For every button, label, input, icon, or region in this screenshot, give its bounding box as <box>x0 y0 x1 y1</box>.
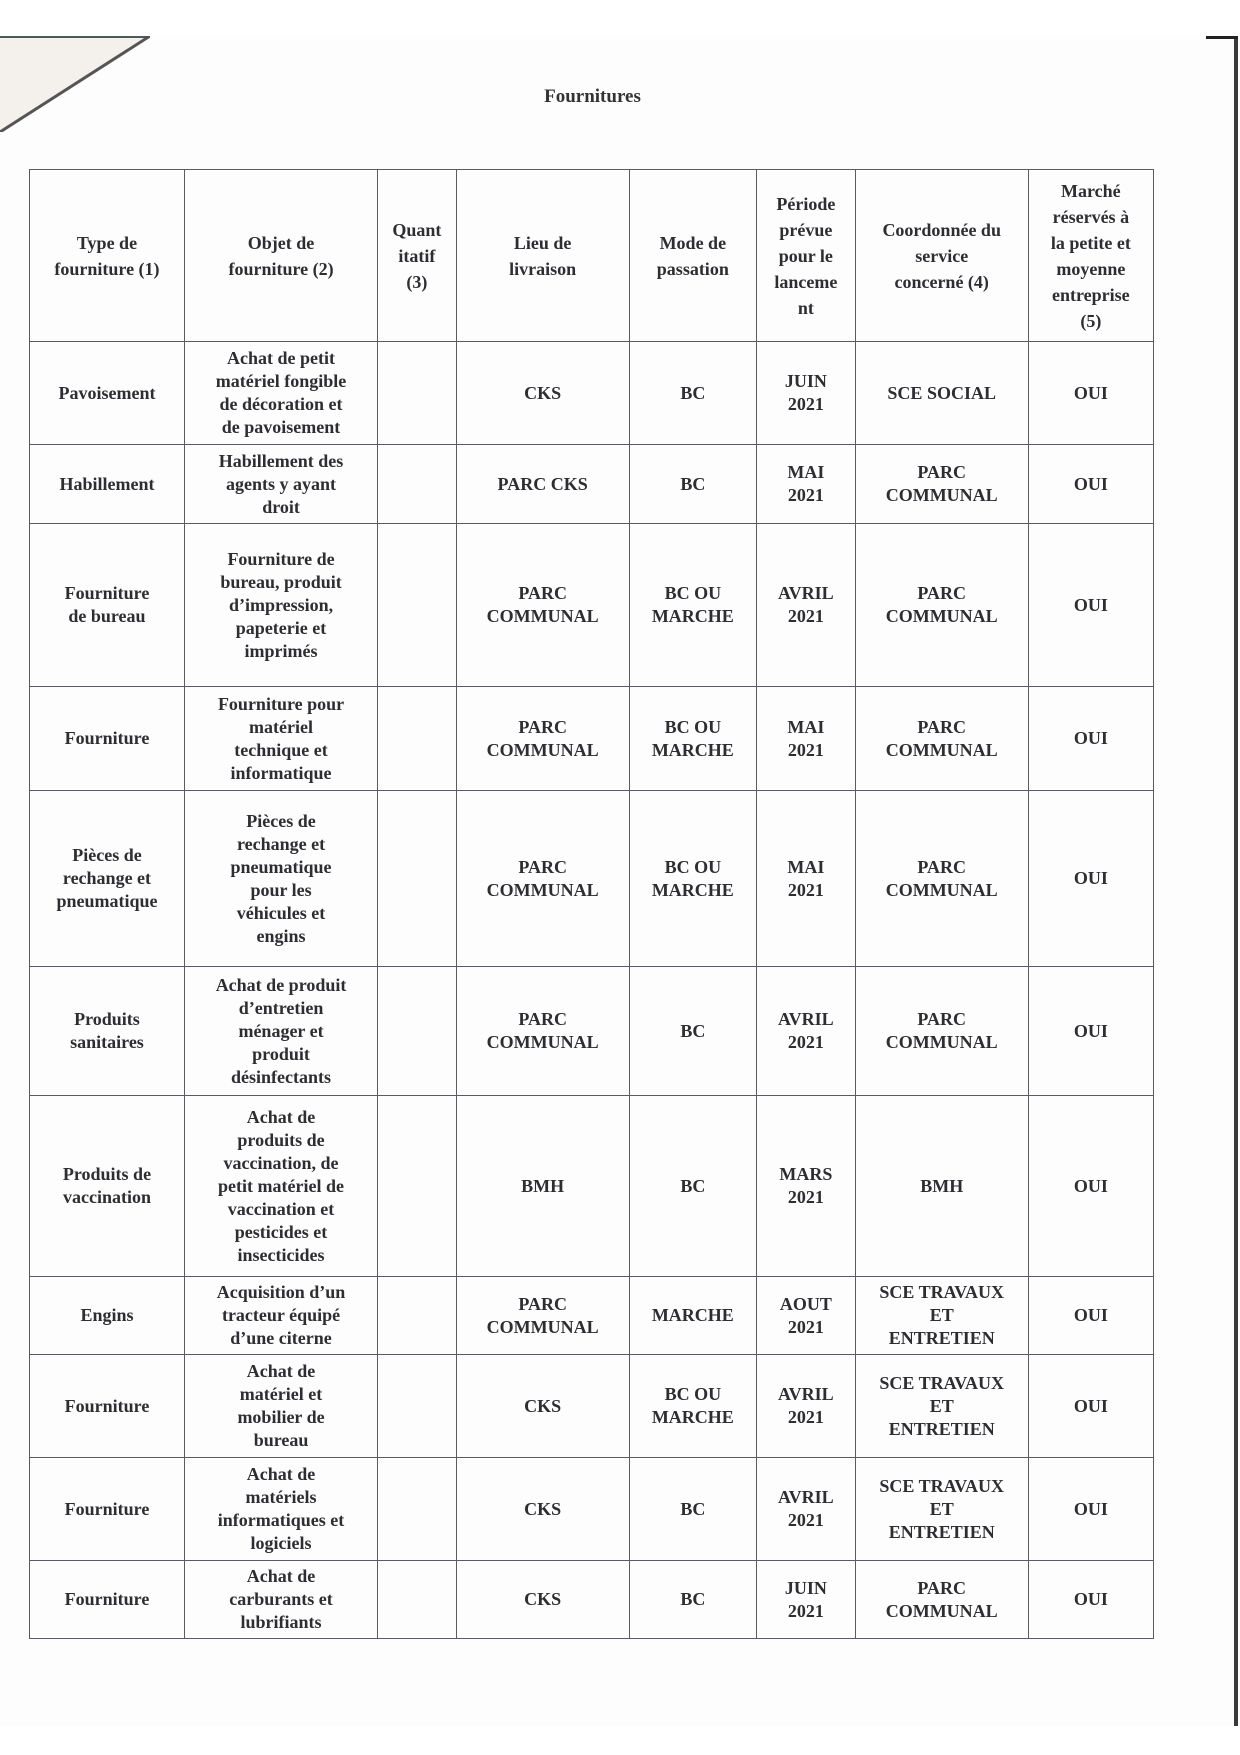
table-row <box>30 445 1154 524</box>
cell-lieu: PARC COMMUNAL <box>456 524 629 687</box>
cell-service: SCE TRAVAUX ET ENTRETIEN <box>855 1277 1028 1355</box>
cell-pme: OUI <box>1028 1561 1153 1639</box>
cell-type: Fourniture <box>30 687 185 791</box>
cell-lieu: CKS <box>456 342 629 445</box>
header-type: Type de fourniture (1) <box>30 170 185 342</box>
cell-objet: Acquisition d’un tracteur équipé d’une citerne <box>184 1277 377 1355</box>
cell-type: Produits de vaccination <box>30 1096 185 1277</box>
cell-objet: Achat de carburants et lubrifiants <box>184 1561 377 1639</box>
cell-service: SCE TRAVAUX ET ENTRETIEN <box>855 1355 1028 1458</box>
cell-mode: BC OU MARCHE <box>629 687 756 791</box>
cell-lieu: PARC COMMUNAL <box>456 967 629 1096</box>
header-lieu: Lieu de livraison <box>456 170 629 342</box>
cell-lieu: PARC CKS <box>456 445 629 524</box>
cell-mode: BC <box>629 1458 756 1561</box>
cell-objet: Achat de matériel et mobilier de bureau <box>184 1355 377 1458</box>
cell-type: Pièces de rechange et pneumatique <box>30 791 185 967</box>
cell-pme: OUI <box>1028 791 1153 967</box>
cell-pme: OUI <box>1028 342 1153 445</box>
cell-mode: BC OU MARCHE <box>629 1355 756 1458</box>
cell-service: BMH <box>855 1096 1028 1277</box>
table-row <box>30 342 1154 445</box>
cell-periode: AVRIL 2021 <box>757 1458 856 1561</box>
cell-service: PARC COMMUNAL <box>855 687 1028 791</box>
table-row <box>30 1096 1154 1277</box>
cell-lieu: CKS <box>456 1355 629 1458</box>
cell-mode: BC <box>629 1561 756 1639</box>
cell-objet: Habillement des agents y ayant droit <box>184 445 377 524</box>
cell-type: Fourniture <box>30 1355 185 1458</box>
cell-quantitatif <box>378 791 457 967</box>
page-edge-corner <box>1206 36 1238 39</box>
cell-quantitatif <box>378 1458 457 1561</box>
supplies-table <box>29 169 1154 1639</box>
cell-mode: BC OU MARCHE <box>629 524 756 687</box>
cell-lieu: CKS <box>456 1561 629 1639</box>
table-header-row <box>30 170 1154 342</box>
table-row <box>30 524 1154 687</box>
cell-service: PARC COMMUNAL <box>855 791 1028 967</box>
cell-objet: Achat de petit matériel fongible de décoration et de pavoisement <box>184 342 377 445</box>
cell-periode: JUIN 2021 <box>757 1561 856 1639</box>
cell-quantitatif <box>378 1277 457 1355</box>
cell-pme: OUI <box>1028 1096 1153 1277</box>
cell-service: PARC COMMUNAL <box>855 524 1028 687</box>
cell-type: Pavoisement <box>30 342 185 445</box>
table-row <box>30 791 1154 967</box>
cell-periode: AVRIL 2021 <box>757 524 856 687</box>
header-objet: Objet de fourniture (2) <box>184 170 377 342</box>
cell-quantitatif <box>378 342 457 445</box>
cell-pme: OUI <box>1028 1458 1153 1561</box>
folded-corner <box>0 36 150 132</box>
cell-mode: BC OU MARCHE <box>629 791 756 967</box>
cell-mode: BC <box>629 342 756 445</box>
cell-periode: MAI 2021 <box>757 687 856 791</box>
cell-pme: OUI <box>1028 1355 1153 1458</box>
table-row <box>30 967 1154 1096</box>
cell-quantitatif <box>378 687 457 791</box>
cell-objet: Fourniture pour matériel technique et informatique <box>184 687 377 791</box>
cell-periode: JUIN 2021 <box>757 342 856 445</box>
cell-lieu: CKS <box>456 1458 629 1561</box>
cell-periode: AVRIL 2021 <box>757 1355 856 1458</box>
cell-quantitatif <box>378 967 457 1096</box>
cell-type: Habillement <box>30 445 185 524</box>
cell-periode: AOUT 2021 <box>757 1277 856 1355</box>
cell-lieu: BMH <box>456 1096 629 1277</box>
page-title: Fournitures <box>544 86 641 107</box>
cell-periode: MAI 2021 <box>757 791 856 967</box>
header-pme: Marché réservés à la petite et moyenne entreprise (5) <box>1028 170 1153 342</box>
table-row <box>30 1561 1154 1639</box>
cell-mode: BC <box>629 445 756 524</box>
header-service: Coordonnée du service concerné (4) <box>855 170 1028 342</box>
cell-mode: MARCHE <box>629 1277 756 1355</box>
cell-type: Fourniture de bureau <box>30 524 185 687</box>
cell-pme: OUI <box>1028 967 1153 1096</box>
cell-quantitatif <box>378 445 457 524</box>
cell-service: SCE TRAVAUX ET ENTRETIEN <box>855 1458 1028 1561</box>
table-row <box>30 1277 1154 1355</box>
cell-periode: MARS 2021 <box>757 1096 856 1277</box>
cell-quantitatif <box>378 1355 457 1458</box>
header-quantitatif: Quant itatif (3) <box>378 170 457 342</box>
cell-pme: OUI <box>1028 1277 1153 1355</box>
cell-periode: MAI 2021 <box>757 445 856 524</box>
table-row <box>30 1458 1154 1561</box>
cell-type: Produits sanitaires <box>30 967 185 1096</box>
cell-service: PARC COMMUNAL <box>855 1561 1028 1639</box>
table-row <box>30 687 1154 791</box>
cell-lieu: PARC COMMUNAL <box>456 1277 629 1355</box>
header-mode: Mode de passation <box>629 170 756 342</box>
cell-type: Fourniture <box>30 1458 185 1561</box>
cell-lieu: PARC COMMUNAL <box>456 791 629 967</box>
cell-pme: OUI <box>1028 687 1153 791</box>
cell-pme: OUI <box>1028 445 1153 524</box>
cell-quantitatif <box>378 1096 457 1277</box>
page-edge <box>1234 36 1238 1726</box>
header-periode: Période prévue pour le lanceme nt <box>757 170 856 342</box>
cell-objet: Achat de produit d’entretien ménager et produit désinfectants <box>184 967 377 1096</box>
cell-objet: Achat de matériels informatiques et logiciels <box>184 1458 377 1561</box>
cell-type: Fourniture <box>30 1561 185 1639</box>
cell-pme: OUI <box>1028 524 1153 687</box>
cell-service: SCE SOCIAL <box>855 342 1028 445</box>
table-row <box>30 1355 1154 1458</box>
cell-periode: AVRIL 2021 <box>757 967 856 1096</box>
cell-objet: Pièces de rechange et pneumatique pour les véhicules et engins <box>184 791 377 967</box>
cell-quantitatif <box>378 1561 457 1639</box>
cell-quantitatif <box>378 524 457 687</box>
cell-mode: BC <box>629 1096 756 1277</box>
cell-objet: Achat de produits de vaccination, de petit matériel de vaccination et pesticides et insecticides <box>184 1096 377 1277</box>
cell-objet: Fourniture de bureau, produit d’impression, papeterie et imprimés <box>184 524 377 687</box>
cell-service: PARC COMMUNAL <box>855 967 1028 1096</box>
cell-lieu: PARC COMMUNAL <box>456 687 629 791</box>
cell-service: PARC COMMUNAL <box>855 445 1028 524</box>
cell-mode: BC <box>629 967 756 1096</box>
cell-type: Engins <box>30 1277 185 1355</box>
